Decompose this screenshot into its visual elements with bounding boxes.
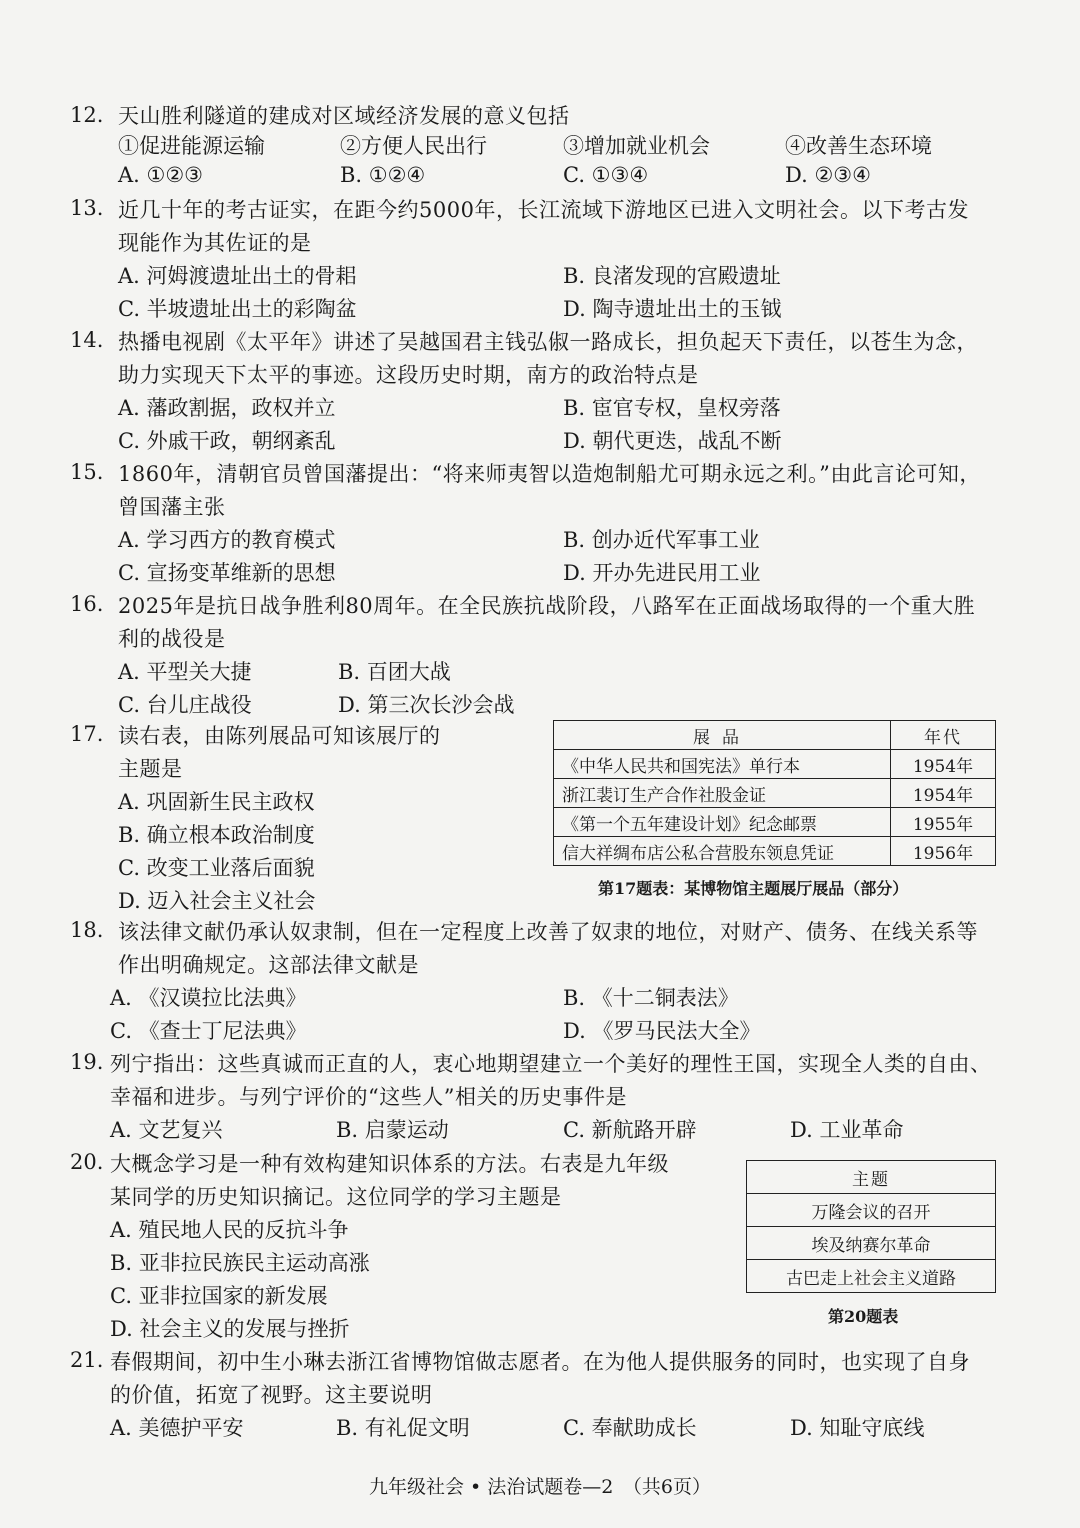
option-b: B. 有礼促文明 [336,1416,470,1440]
table-caption: 第20题表 [828,1307,899,1326]
option-c: C. 半坡遗址出土的彩陶盆 [118,297,357,321]
table-header: 年代 [891,721,996,750]
option-a: A. 巩固新生民主政权 [118,790,315,814]
question-number: 18. [70,918,104,942]
question-stem: 的价值，拓宽了视野。这主要说明 [110,1383,433,1407]
table-cell: 《第一个五年建设计划》纪念邮票 [554,808,891,837]
table-row [554,837,996,866]
table-cell: 1956年 [891,837,996,866]
question-number: 14. [70,328,104,352]
option-b: B. 《十二铜表法》 [563,986,739,1010]
option-b: B. ①②④ [340,163,426,187]
option-d: D. 陶寺遗址出土的玉钺 [563,297,782,321]
option-c: C. 亚非拉国家的新发展 [110,1284,328,1308]
question-stem: 现能作为其佐证的是 [118,231,312,255]
question-stem: 该法律文献仍承认奴隶制，但在一定程度上改善了奴隶的地位，对财产、债务、在线关系等 [118,920,978,944]
question-stem: 近几十年的考古证实，在距今约5000年，长江流域下游地区已进入文明社会。以下考古发 [118,198,969,222]
table-row [554,779,996,808]
option-c: C. 宣扬变革维新的思想 [118,561,336,585]
option-c: C. 新航路开辟 [563,1118,697,1142]
question-stem: 读右表，由陈列展品可知该展厅的 [118,724,441,748]
option-b: B. 宦官专权，皇权旁落 [563,396,781,420]
option-d: D. 开办先进民用工业 [563,561,761,585]
question-number: 19. [70,1050,104,1074]
option-a: A. 美德护平安 [110,1416,244,1440]
table-cell: 古巴走上社会主义道路 [747,1260,996,1293]
table-cell: 万隆会议的召开 [747,1194,996,1227]
option-b: B. 确立根本政治制度 [118,823,315,847]
option-d: D. 《罗马民法大全》 [563,1019,761,1043]
question-number: 21. [70,1348,104,1372]
table-row [747,1194,996,1227]
statement: ③增加就业机会 [563,134,710,158]
table-cell: 1954年 [891,779,996,808]
option-d: D. 知耻守底线 [790,1416,925,1440]
option-a: A. 平型关大捷 [118,660,252,684]
page-footer: 九年级社会 • 法治试题卷—2 （共6页） [369,1476,711,1498]
table-row [747,1227,996,1260]
exhibit-table [553,720,996,866]
option-a: A. 殖民地人民的反抗斗争 [110,1218,349,1242]
option-d: D. 朝代更迭，战乱不断 [563,429,782,453]
question-stem: 天山胜利隧道的建成对区域经济发展的意义包括 [118,104,570,128]
option-b: B. 启蒙运动 [336,1118,449,1142]
option-a: A. 河姆渡遗址出土的骨耜 [118,264,357,288]
question-stem: 大概念学习是一种有效构建知识体系的方法。右表是九年级 [110,1152,669,1176]
option-c: C. ①③④ [563,163,649,187]
table-caption: 第17题表：某博物馆主题展厅展品（部分） [598,879,909,898]
question-stem: 1860年，清朝官员曾国藩提出：“将来师夷智以造炮制船尤可期永远之利。”由此言论可知， [118,462,981,486]
option-c: C. 台儿庄战役 [118,693,252,717]
option-b: B. 百团大战 [338,660,451,684]
question-stem: 热播电视剧《太平年》讲述了吴越国君主钱弘俶一路成长，担负起天下责任，以苍生为念， [118,330,978,354]
table-row [747,1260,996,1293]
option-d: D. 工业革命 [790,1118,904,1142]
table-row [554,808,996,837]
option-a: A. 藩政割据，政权并立 [118,396,336,420]
question-number: 15. [70,460,104,484]
question-number: 20. [70,1150,104,1174]
question-stem: 助力实现天下太平的事迹。这段历史时期，南方的政治特点是 [118,363,699,387]
statement: ②方便人民出行 [340,134,487,158]
table-cell: 浙江裴订生产合作社股金证 [554,779,891,808]
question-stem: 利的战役是 [118,627,226,651]
option-c: C. 改变工业落后面貌 [118,856,315,880]
table-header: 主题 [747,1161,996,1194]
option-a: A. 文艺复兴 [110,1118,223,1142]
table-header: 展品 [554,721,891,750]
statement: ④改善生态环境 [785,134,932,158]
question-number: 13. [70,196,104,220]
question-number: 12. [70,103,104,127]
option-d: D. 社会主义的发展与挫折 [110,1317,350,1341]
option-c: C. 外戚干政，朝纲紊乱 [118,429,336,453]
question-stem: 春假期间，初中生小琳去浙江省博物馆做志愿者。在为他人提供服务的同时，也实现了自身 [110,1350,970,1374]
table-cell: 《中华人民共和国宪法》单行本 [554,750,891,779]
option-c: C. 《查士丁尼法典》 [110,1019,307,1043]
table-cell: 信大祥绸布店公私合营股东领息凭证 [554,837,891,866]
table-cell: 埃及纳赛尔革命 [747,1227,996,1260]
question-number: 16. [70,592,104,616]
option-b: B. 创办近代军事工业 [563,528,760,552]
table-cell: 1954年 [891,750,996,779]
question-stem: 某同学的历史知识摘记。这位同学的学习主题是 [110,1185,562,1209]
question-stem: 主题是 [118,757,183,781]
option-d: D. 迈入社会主义社会 [118,889,316,913]
question-stem: 幸福和进步。与列宁评价的“这些人”相关的历史事件是 [110,1085,627,1109]
option-b: B. 良渚发现的宫殿遗址 [563,264,781,288]
option-a: A. 学习西方的教育模式 [118,528,336,552]
table-cell: 1955年 [891,808,996,837]
question-stem: 作出明确规定。这部法律文献是 [118,953,419,977]
option-c: C. 奉献助成长 [563,1416,697,1440]
option-d: D. ②③④ [785,163,871,187]
statement: ①促进能源运输 [118,134,265,158]
question-stem: 2025年是抗日战争胜利80周年。在全民族抗战阶段，八路军在正面战场取得的一个重大胜 [118,594,976,618]
table-row [554,750,996,779]
question-stem: 列宁指出：这些真诚而正直的人，衷心地期望建立一个美好的理性王国，实现全人类的自由、 [110,1052,992,1076]
question-stem: 曾国藩主张 [118,495,226,519]
option-a: A. 《汉谟拉比法典》 [110,986,307,1010]
option-d: D. 第三次长沙会战 [338,693,515,717]
question-number: 17. [70,722,104,746]
option-b: B. 亚非拉民族民主运动高涨 [110,1251,370,1275]
topic-table [746,1160,996,1293]
option-a: A. ①②③ [118,163,203,187]
